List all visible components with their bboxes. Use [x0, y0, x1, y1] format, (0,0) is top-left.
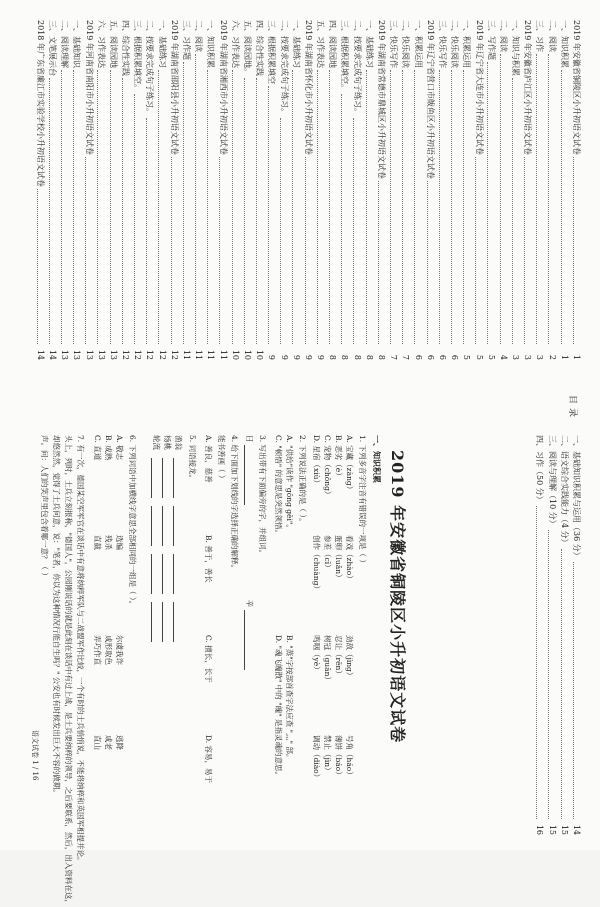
- q1-option-row[interactable]: [344, 435, 355, 835]
- toc-leader-dots: [488, 62, 489, 344]
- q1-option-word: 蛋卵（luǎn）: [334, 535, 343, 582]
- toc-entry-title: 二、语文综合实践能力（4 分）: [559, 435, 569, 547]
- toc-entry-page: 3: [535, 354, 545, 360]
- toc-entry-title: 二、快乐阅读: [401, 20, 411, 68]
- q6-option-word: A. 敬志: [115, 435, 124, 461]
- toc-entry[interactable]: [460, 20, 472, 360]
- toc-leader-dots: [366, 70, 367, 344]
- q5-blank[interactable]: [173, 602, 182, 642]
- toc-entry-page: 6: [437, 354, 447, 360]
- toc-entry-page: 12: [157, 349, 167, 360]
- q4-option[interactable]: D. 容易，易于: [204, 735, 213, 784]
- toc-entry-title: 三、习作题: [182, 20, 192, 60]
- q1-option-row[interactable]: [333, 435, 344, 835]
- q5-blank[interactable]: [151, 458, 160, 498]
- toc-entry[interactable]: [411, 20, 423, 360]
- q1-option-word: C. 宠物（chǒng）: [323, 435, 332, 499]
- q3-radical-2: 辛: [245, 599, 254, 608]
- toc-entry-title: 2019 年湖南省常德市鼎城区小升初语文试卷: [377, 20, 387, 179]
- question-2-options: [273, 435, 295, 835]
- toc-entry-page: 5: [474, 354, 484, 360]
- q3-answer-1[interactable]: [244, 445, 253, 505]
- toc-entry-page: 13: [84, 349, 94, 360]
- toc-leader-dots: [439, 70, 440, 344]
- toc-entry-page: 8: [377, 354, 387, 360]
- toc-entry[interactable]: [180, 20, 192, 360]
- toc-entry[interactable]: [34, 20, 46, 360]
- toc-entry-title: 六、习作表达: [230, 20, 240, 68]
- toc-entry-title: 四、综合性实践: [121, 20, 131, 76]
- toc-entry-title: 一、积累运用: [413, 20, 423, 68]
- q1-option-word: 鸣咽（yè）: [312, 635, 321, 674]
- q2-option-d[interactable]: D. "魂飞魄散" 中的 "魄" 是指灵魂的意思。: [274, 635, 283, 779]
- q1-option-word: 参差（cī）: [323, 535, 332, 572]
- toc-leader-dots: [256, 78, 257, 344]
- q6-option-word: 成形取色: [104, 635, 113, 665]
- toc-entry-title: 一、知识与积累: [511, 20, 521, 76]
- toc-entry[interactable]: [107, 20, 119, 360]
- q6-option-word: B. 成熟: [104, 435, 113, 461]
- toc-leader-dots: [122, 78, 123, 344]
- toc-entry-title: 五、习作表达: [316, 20, 326, 68]
- toc-leader-dots: [536, 54, 537, 344]
- toc-leader-dots: [61, 70, 62, 344]
- q6-option-word: 弄巧作直: [93, 635, 102, 665]
- toc-leader-dots: [573, 157, 574, 344]
- toc-entry-title: 三、习作: [535, 20, 545, 52]
- toc-entry[interactable]: [338, 20, 350, 360]
- toc-entry[interactable]: [448, 20, 460, 360]
- toc-entry[interactable]: [533, 435, 545, 835]
- toc-entry-title: 2018 年广东省廉江市实验学校小升初语文试卷: [35, 20, 45, 187]
- toc-entry-title: 三、写作题: [486, 20, 496, 60]
- toc-entry-page: 11: [182, 349, 192, 360]
- toc-entry-page: 1: [559, 354, 569, 360]
- toc-entry-page: 10: [230, 349, 240, 360]
- toc-entry-page: 8: [328, 354, 338, 360]
- toc-leader-dots: [171, 157, 172, 344]
- question-1: 1. 下列多音字注音有错误的一项是（ ）: [358, 435, 367, 567]
- toc-entry[interactable]: [363, 20, 375, 360]
- toc-leader-dots: [414, 70, 415, 344]
- toc-leader-dots: [548, 54, 549, 344]
- q4-option[interactable]: C. 擅长，长于: [204, 635, 213, 683]
- toc-leader-dots: [146, 118, 147, 344]
- q6-option-word: 直山: [93, 735, 102, 750]
- toc-entry-title: 四、习作（50 分）: [535, 435, 545, 504]
- toc-entry-page: 11: [206, 349, 216, 360]
- toc-entry-page: 9: [279, 354, 289, 360]
- toc-entry[interactable]: [326, 20, 338, 360]
- toc-entry[interactable]: [290, 20, 302, 360]
- toc-entry-title: 五、阅读园地: [108, 20, 118, 68]
- toc-entry[interactable]: [399, 20, 411, 360]
- toc-entry[interactable]: [558, 20, 570, 360]
- toc-entry[interactable]: [131, 20, 143, 360]
- toc-entry-page: 7: [389, 354, 399, 360]
- q5-blank[interactable]: [151, 554, 160, 594]
- question-7-line-3: 却悠然然，觉得了土兵何意，说："笔者，你以为这种情况行能自生吗？" 公安也有时候发出巨大不容的做期。: [52, 435, 61, 797]
- toc-entry-title: 二、按要求完成句子练习。: [145, 20, 155, 116]
- toc-entry[interactable]: [204, 20, 216, 360]
- question-3: 3. 写出带有下面偏旁的字，并组词。: [258, 435, 267, 558]
- toc-entry-page: 14: [47, 349, 57, 360]
- toc-entry-page: 12: [121, 349, 131, 360]
- q1-option-word: 号角（háo）: [345, 735, 354, 779]
- toc-entry[interactable]: [497, 20, 509, 360]
- toc-entry-title: 一、知识积累: [559, 20, 569, 68]
- toc-entry-title: 一、基础练习: [157, 20, 167, 68]
- q5-chain-row: [151, 435, 162, 835]
- toc-entry-page: 9: [291, 354, 301, 360]
- toc-entry-title: 三、根据积累填空: [267, 20, 277, 84]
- toc-entry-page: 8: [352, 354, 362, 360]
- toc-entry-page: 1: [572, 354, 582, 360]
- toc-entry-page: 16: [535, 824, 545, 835]
- question-7: 7. 有一次，德国某空军军官在谈话中有意将纳粹军队与二战盟军作比较，一个有时的士兵悄悄说，不能将纳粹和英国军相提并论。: [76, 435, 85, 865]
- toc-leader-dots: [561, 70, 562, 344]
- toc-leader-dots: [207, 70, 208, 344]
- toc-entry-page: 4: [498, 354, 508, 360]
- q1-option-word: D. 星宿（xiù）: [312, 435, 321, 487]
- toc-entry[interactable]: [241, 20, 253, 360]
- toc-leader-dots: [329, 70, 330, 344]
- toc-entry-page: 6: [450, 354, 460, 360]
- toc-entry[interactable]: [314, 20, 326, 360]
- toc-leader-dots: [37, 189, 38, 344]
- question-6-options: [92, 435, 125, 835]
- question-4-options: [203, 435, 214, 835]
- toc-entry[interactable]: [570, 435, 582, 835]
- toc-entry-page: 7: [401, 354, 411, 360]
- q6-option-word: 尔虞我诈: [115, 635, 124, 665]
- toc-leader-dots: [195, 54, 196, 344]
- toc-entry-title: 二、阅读: [498, 20, 508, 52]
- toc-entry[interactable]: [119, 20, 131, 360]
- toc-entry[interactable]: [82, 20, 94, 360]
- toc-entry-page: 6: [413, 354, 423, 360]
- toc-entry[interactable]: [533, 20, 545, 360]
- q1-option-word: 薄饼（báo）: [334, 735, 343, 779]
- toc-column-2: [533, 435, 582, 835]
- toc-leader-dots: [280, 118, 281, 344]
- toc-entry-page: 3: [523, 354, 533, 360]
- q5-blank[interactable]: [173, 506, 182, 546]
- toc-entry-title: 2019 年河南省南阳市小升初语文试卷: [84, 20, 94, 155]
- toc-leader-dots: [293, 70, 294, 344]
- toc-entry-page: 9: [267, 354, 277, 360]
- toc-entry-title: 三、根据积累填空。: [340, 20, 350, 92]
- q1-option-word: 创作（chuàng）: [312, 535, 321, 593]
- toc-leader-dots: [402, 70, 403, 344]
- toc-title: 目录: [567, 395, 577, 422]
- toc-entry-title: 二、阅读: [547, 20, 557, 52]
- toc-entry[interactable]: [253, 20, 265, 360]
- toc-leader-dots: [134, 94, 135, 344]
- toc-leader-dots: [561, 549, 562, 819]
- toc-entry-title: 一、基础练习: [364, 20, 374, 68]
- toc-entry-title: 二、阅读理解: [60, 20, 70, 68]
- toc-leader-dots: [341, 94, 342, 344]
- q6-option-word: 成老: [104, 735, 113, 750]
- toc-leader-dots: [536, 506, 537, 819]
- toc-leader-dots: [512, 78, 513, 344]
- toc-entry[interactable]: [229, 20, 241, 360]
- toc-entry-title: 三、文笔展示台: [47, 20, 57, 76]
- q5-blank[interactable]: [162, 602, 171, 642]
- q5-blank[interactable]: [162, 554, 171, 594]
- exam-page: [0, 430, 600, 907]
- toc-entry[interactable]: [155, 20, 167, 360]
- toc-entry-page: 8: [340, 354, 350, 360]
- q5-blank[interactable]: [151, 506, 160, 546]
- q1-option-word: 看戏（zhào）: [345, 535, 354, 583]
- toc-entry[interactable]: [558, 435, 570, 835]
- toc-leader-dots: [390, 70, 391, 344]
- toc-entry-title: 2019 年湖南省邵阳县小升初语文试卷: [169, 20, 179, 155]
- q5-blank[interactable]: [162, 458, 171, 498]
- toc-leader-dots: [463, 70, 464, 344]
- toc-leader-dots: [317, 70, 318, 344]
- toc-entry-title: 一、知识积累: [206, 20, 216, 68]
- toc-entry[interactable]: [424, 20, 436, 360]
- toc-entry-title: 一、基础练习: [291, 20, 301, 68]
- toc-entry[interactable]: [216, 20, 228, 360]
- toc-leader-dots: [475, 157, 476, 344]
- toc-entry[interactable]: [58, 20, 70, 360]
- toc-leader-dots: [85, 157, 86, 344]
- toc-leader-dots: [353, 118, 354, 344]
- toc-entry[interactable]: [387, 20, 399, 360]
- toc-leader-dots: [232, 70, 233, 344]
- q5-blank[interactable]: [173, 554, 182, 594]
- toc-leader-dots: [98, 70, 99, 344]
- question-3-answers: [244, 435, 255, 835]
- q1-option-row[interactable]: [311, 435, 322, 835]
- toc-entry-page: 12: [169, 349, 179, 360]
- q1-option-word: 禁止（jìn）: [323, 735, 332, 775]
- toc-leader-dots: [73, 70, 74, 344]
- toc-entry-page: 5: [462, 354, 472, 360]
- q5-chain-row: [162, 435, 173, 835]
- toc-leader-dots: [500, 54, 501, 344]
- q6-option-word: 选编: [115, 535, 124, 550]
- toc-entry-title: 2019 年安徽省庐江区小升初语文试卷: [523, 20, 533, 155]
- toc-entry-page: 11: [218, 349, 228, 360]
- toc-entry-title: 2019 年湖南省湘西市小升初语文试卷: [218, 20, 228, 155]
- toc-entry[interactable]: [168, 20, 180, 360]
- toc-leader-dots: [244, 78, 245, 344]
- toc-leader-dots: [110, 70, 111, 344]
- q6-option-row[interactable]: [103, 435, 114, 835]
- q2-option-c[interactable]: C. "顿悟" 的意思是突然领悟。: [274, 435, 283, 538]
- toc-column-1: [34, 20, 582, 360]
- toc-entry-page: 9: [316, 354, 326, 360]
- toc-entry[interactable]: [350, 20, 362, 360]
- toc-entry-page: 2: [547, 354, 557, 360]
- toc-entry[interactable]: [143, 20, 155, 360]
- toc-entry-page: 13: [72, 349, 82, 360]
- toc-entry-title: 二、按要求完成句子练习。: [279, 20, 289, 116]
- q5-start-word: 渔翁: [174, 435, 183, 450]
- toc-entry-page: 5: [486, 354, 496, 360]
- toc-entry[interactable]: [545, 20, 557, 360]
- toc-entry-title: 一、基础知识积累与运用（36 分）: [572, 435, 582, 560]
- toc-entry-title: 三、快乐写作: [437, 20, 447, 68]
- toc-entry-title: 二、阅读: [194, 20, 204, 52]
- question-6: 6. 下列词语中加横线字意思全部相同的一组是（ ）。: [128, 435, 137, 609]
- toc-entry[interactable]: [265, 20, 277, 360]
- toc-entry-title: 三、根据积累填空。: [133, 20, 143, 92]
- toc-leader-dots: [573, 562, 574, 819]
- toc-leader-dots: [451, 70, 452, 344]
- question-7-line-4: 声。问：人们的笑声里包含着哪一意？（ ）: [40, 435, 49, 580]
- q6-option-row[interactable]: [114, 435, 125, 835]
- q1-option-word: 树冠（guān）: [323, 635, 332, 684]
- toc-entry-page: 10: [255, 349, 265, 360]
- toc-entry[interactable]: [302, 20, 314, 360]
- q5-chain-row: [173, 435, 184, 835]
- toc-entry-page: 14: [35, 349, 45, 360]
- q1-option-word: A. 宝藏（zàng）: [345, 435, 354, 494]
- toc-entry[interactable]: [509, 20, 521, 360]
- toc-entry[interactable]: [95, 20, 107, 360]
- q6-option-word: 逃降: [115, 735, 124, 750]
- q1-option-word: 调动（diào）: [312, 735, 321, 782]
- toc-entry[interactable]: [46, 20, 58, 360]
- toc-entry[interactable]: [521, 20, 533, 360]
- toc-entry-page: 12: [145, 349, 155, 360]
- toc-leader-dots: [427, 181, 428, 344]
- q6-option-word: C. 直道: [93, 435, 102, 461]
- q5-start-word: 轮流: [152, 435, 161, 450]
- toc-entry-title: 六、习作表达: [96, 20, 106, 68]
- question-5: 5. 词语接龙。: [188, 435, 197, 483]
- toc-entry-page: 9: [303, 354, 313, 360]
- q5-start-word: 杨桃: [163, 435, 172, 450]
- toc-entry-title: 2019 年辽宁省大连市小升初语文试卷: [474, 20, 484, 155]
- toc-entry-title: 2019 年安徽省铜陵区小升初语文试卷: [572, 20, 582, 155]
- toc-entry-title: 一、积累运用: [462, 20, 472, 68]
- q1-option-word: B. 恶劣（è）: [334, 435, 343, 480]
- q1-option-word: 忍让（rěn）: [334, 635, 343, 678]
- toc-entry-title: 一、基础知识: [72, 20, 82, 68]
- toc-entry[interactable]: [375, 20, 387, 360]
- toc-entry-page: 13: [108, 349, 118, 360]
- question-7-line-2: 头上，列时，土兵立刻报称，"德国人"，公园刚说话的就是此刻在谈话中有过上战，是土兵要纳粹的领导，之后要联系，然后，出入资料在这，: [64, 435, 73, 907]
- toc-leader-dots: [548, 530, 549, 819]
- toc-leader-dots: [378, 181, 379, 344]
- toc-entry-page: 15: [559, 824, 569, 835]
- q4-option[interactable]: B. 善于，善长: [204, 535, 213, 583]
- toc-entry-page: 6: [425, 354, 435, 360]
- q3-answer-2[interactable]: [244, 610, 253, 670]
- page-footer: 语文试卷 1 / 16: [31, 730, 39, 781]
- q1-option-row[interactable]: [322, 435, 333, 835]
- question-1-options: [311, 435, 355, 835]
- toc-entry-page: 11: [194, 349, 204, 360]
- q5-blank[interactable]: [173, 458, 182, 498]
- question-4: 4. 给下面加下划线的字选择正确的解释。: [230, 435, 239, 573]
- exam-title: 2019 年安徽省铜陵区小升初语文试卷: [388, 450, 407, 744]
- toc-entry-page: 13: [60, 349, 70, 360]
- toc-entry-page: 8: [364, 354, 374, 360]
- toc-entry-title: 五、阅读园地。: [242, 20, 252, 76]
- q6-option-row[interactable]: [92, 435, 103, 835]
- toc-entry[interactable]: [277, 20, 289, 360]
- toc-leader-dots: [524, 157, 525, 344]
- q6-option-word: 直截: [93, 535, 102, 550]
- toc-entry-title: 二、按要求完成句子练习。: [352, 20, 362, 116]
- q3-radical-1: 日: [245, 435, 254, 443]
- toc-entry-page: 12: [133, 349, 143, 360]
- q5-blank[interactable]: [151, 602, 160, 642]
- toc-entry-title: 四、综合性实践: [255, 20, 265, 76]
- question-5-words: [151, 435, 184, 835]
- q6-option-word: 残杀: [104, 535, 113, 550]
- toc-leader-dots: [49, 78, 50, 344]
- toc-entry-page: 13: [96, 349, 106, 360]
- toc-entry[interactable]: [192, 20, 204, 360]
- toc-entry-page: 15: [547, 824, 557, 835]
- toc-entry[interactable]: [545, 435, 557, 835]
- toc-entry-title: 2019 年湖南省怀化市小升初语文试卷: [303, 20, 313, 155]
- toc-entry-title: 四、阅读园地: [328, 20, 338, 68]
- toc-leader-dots: [305, 157, 306, 344]
- q4-option[interactable]: A. 善良，慈善: [204, 435, 213, 483]
- toc-entry-title: 二、快乐阅读: [450, 20, 460, 68]
- toc-entry-page: 10: [242, 349, 252, 360]
- q2-option-b[interactable]: B. "蒸"字按部首查字法应查 "灬" 部。: [285, 635, 294, 762]
- q5-blank[interactable]: [162, 506, 171, 546]
- toc-leader-dots: [219, 157, 220, 344]
- q2-option-a[interactable]: A. "供给"读作 "gōng gěi"。: [285, 435, 294, 532]
- section-knowledge: 一、知识积累: [372, 435, 382, 483]
- question-4-stem: 能书善画（ ）: [217, 435, 226, 483]
- toc-entry[interactable]: [485, 20, 497, 360]
- toc-entry-title: 三、快乐写作: [389, 20, 399, 68]
- toc-entry[interactable]: [472, 20, 484, 360]
- toc-leader-dots: [183, 62, 184, 344]
- toc-entry[interactable]: [436, 20, 448, 360]
- toc-entry-page: 14: [572, 824, 582, 835]
- toc-leader-dots: [158, 70, 159, 344]
- toc-entry-title: 2019 年辽宁省营口市鲅鱼区小升初语文试卷: [425, 20, 435, 179]
- q1-option-word: 劲敌（jìng）: [345, 635, 354, 680]
- toc-entry[interactable]: [70, 20, 82, 360]
- toc-entry-title: 三、阅读与理解（10 分）: [547, 435, 557, 528]
- toc-entry[interactable]: [570, 20, 582, 360]
- toc-entry-page: 3: [511, 354, 521, 360]
- toc-leader-dots: [268, 86, 269, 344]
- question-2: 2. 下列说法正确的是（ ）。: [298, 435, 307, 526]
